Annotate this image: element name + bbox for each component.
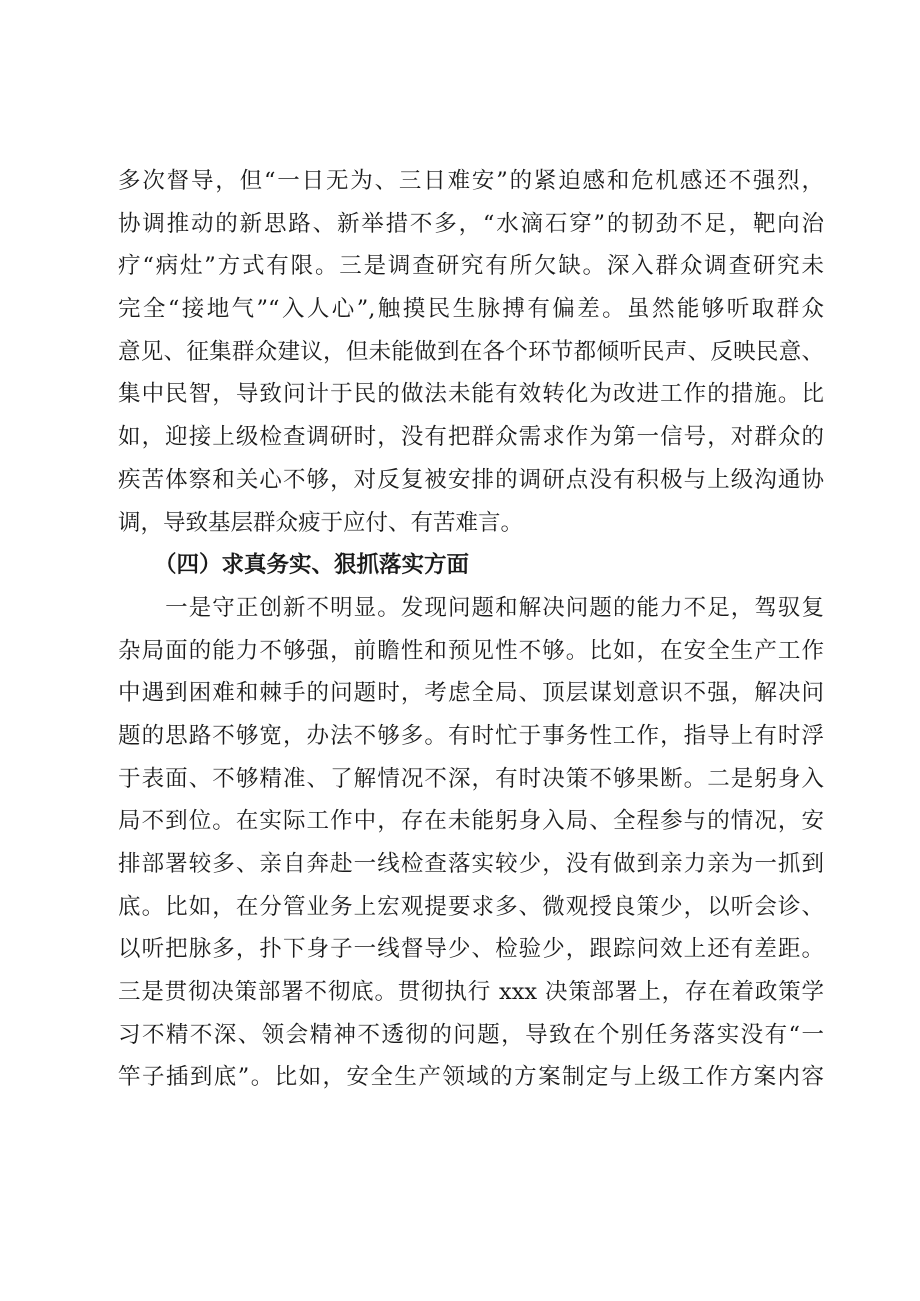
text-line: 一是守正创新不明显。发现问题和解决问题的能力不足，驾驭复: [118, 594, 824, 621]
text-line: 调，导致基层群众疲于应付、有苦难言。: [118, 509, 524, 536]
text-line: 局不到位。在实际工作中，存在未能躬身入局、全程参与的情况，安: [118, 808, 824, 835]
section-heading: （四）求真务实、狠抓落实方面: [154, 552, 470, 579]
text-line: 习不精不深、领会精神不透彻的问题，导致在个别任务落实没有“一: [118, 1021, 824, 1048]
text-line: 竿子插到底”。比如，安全生产领域的方案制定与上级工作方案内容: [118, 1064, 824, 1091]
text-line: 集中民智，导致问计于民的做法未能有效转化为改进工作的措施。比: [118, 381, 824, 408]
text-line: 底。比如，在分管业务上宏观提要求多、微观授良策少，以听会诊、: [118, 893, 824, 920]
text-line: 疾苦体察和关心不够，对反复被安排的调研点没有积极与上级沟通协: [118, 466, 824, 493]
text-line: 意见、征集群众建议，但未能做到在各个环节都倾听民声、反映民意、: [118, 338, 824, 365]
text-line: 三是贯彻决策部署不彻底。贯彻执行 xxx 决策部署上，存在着政策学: [118, 979, 824, 1006]
text-line: 于表面、不够精准、了解情况不深，有时决策不够果断。二是躬身入: [118, 765, 824, 792]
text-line: 完全“接地气”“入人心”,触摸民生脉搏有偏差。虽然能够听取群众: [118, 296, 824, 323]
text-line: 杂局面的能力不够强，前瞻性和预见性不够。比如，在安全生产工作: [118, 637, 824, 664]
text-line: 如，迎接上级检查调研时，没有把群众需求作为第一信号，对群众的: [118, 424, 824, 451]
text-line: 题的思路不够宽，办法不够多。有时忙于事务性工作，指导上有时浮: [118, 722, 824, 749]
text-line: 以听把脉多，扑下身子一线督导少、检验少，跟踪问效上还有差距。: [118, 936, 824, 963]
document-body: [118, 160, 824, 1099]
text-line: 排部署较多、亲自奔赴一线检查落实较少，没有做到亲力亲为一抓到: [118, 851, 824, 877]
text-line: 协调推动的新思路、新举措不多，“水滴石穿”的韧劲不足，靶向治: [118, 210, 824, 237]
text-line: 疗“病灶”方式有限。三是调查研究有所欠缺。深入群众调查研究未: [118, 253, 824, 280]
text-line: 多次督导，但“一日无为、三日难安”的紧迫感和危机感还不强烈，: [118, 168, 824, 194]
text-line: 中遇到困难和棘手的问题时，考虑全局、顶层谋划意识不强，解决问: [118, 680, 824, 707]
